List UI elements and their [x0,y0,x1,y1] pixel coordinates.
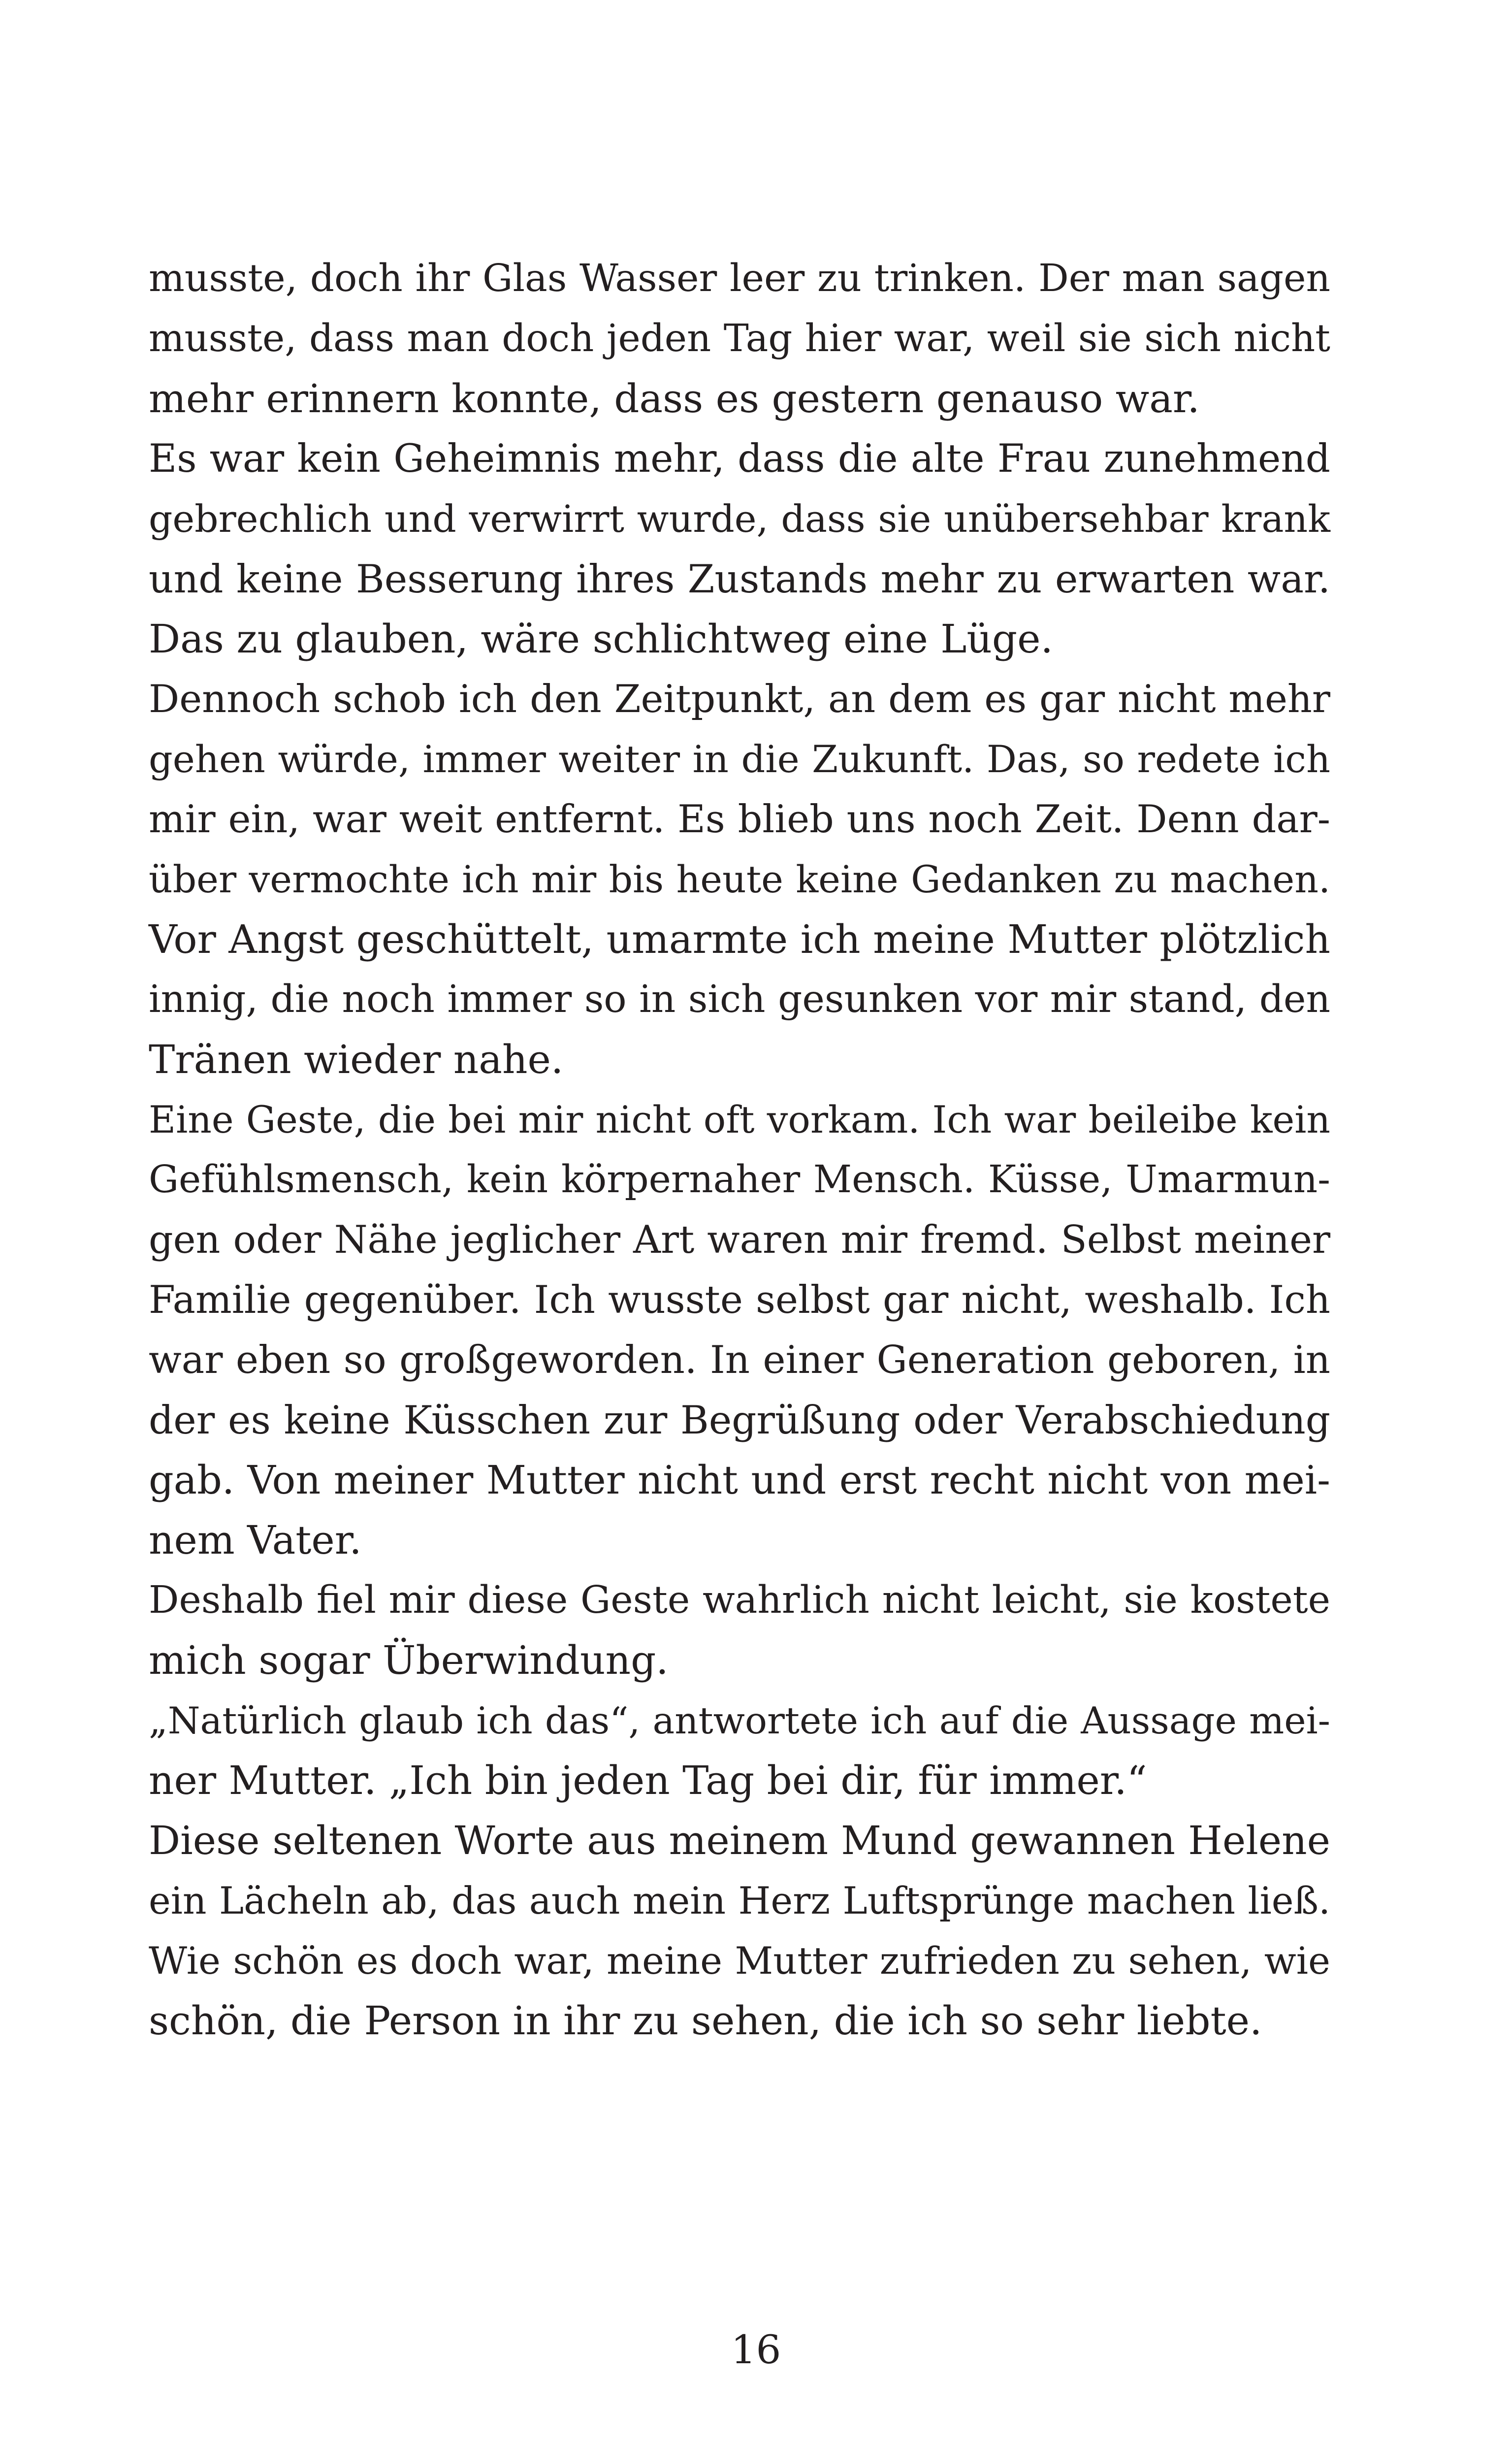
text-line: nem Vater. [149,1517,362,1563]
text-line: Familie gegenüber. Ich wusste selbst gar nicht, weshalb. Ich [149,1278,1330,1322]
text-line: und keine Besserung ihres Zustands mehr zu erwarten war. [149,556,1330,602]
text-line: schön, die Person in ihr zu sehen, die ich so sehr liebte. [149,1998,1262,2044]
text-line: über vermochte ich mir bis heute keine Gedanken zu machen. [149,858,1330,901]
text-line: musste, doch ihr Glas Wasser leer zu trinken. Der man sagen [149,257,1330,300]
text-line: Diese seltenen Worte aus meinem Mund gewannen Helene [149,1818,1330,1863]
text-line: mir ein, war weit entfernt. Es blieb uns noch Zeit. Denn dar- [149,797,1330,842]
text-line: gehen würde, immer weiter in die Zukunft. Das, so redete ich [149,737,1330,781]
text-line: gab. Von meiner Mutter nicht und erst recht nicht von mei- [149,1457,1330,1503]
text-line: Gefühlsmensch, kein körpernaher Mensch. Küsse, Umarmun- [149,1158,1330,1202]
body-text [149,249,1330,2051]
text-line: musste, dass man doch jeden Tag hier war, weil sie sich nicht [149,317,1330,360]
text-line: mehr erinnern konnte, dass es gestern genauso war. [149,376,1200,422]
text-line: gen oder Nähe jeglicher Art waren mir fremd. Selbst meiner [149,1218,1330,1262]
text-line: „Natürlich glaub ich das“, antwortete ich auf die Aussage mei- [149,1699,1330,1742]
text-line: innig, die noch immer so in sich gesunken vor mir stand, den [149,977,1330,1021]
text-line: mich sogar Überwindung. [149,1637,669,1683]
text-line: der es keine Küsschen zur Begrüßung oder Verabschiedung [149,1398,1330,1443]
text-line: war eben so großgeworden. In einer Generation geboren, in [149,1338,1330,1382]
text-line: gebrechlich und verwirrt wurde, dass sie unübersehbar krank [149,497,1330,541]
text-line: Deshalb fiel mir diese Geste wahrlich nicht leicht, sie kostete [149,1578,1330,1622]
text-line: Vor Angst geschüttelt, umarmte ich meine Mutter plötzlich [149,916,1330,962]
text-line: Das zu glauben, wäre schlichtweg eine Lüge. [149,616,1053,662]
text-line: Es war kein Geheimnis mehr, dass die alte Frau zunehmend [149,436,1330,481]
text-line: ein Lächeln ab, das auch mein Herz Luftsprünge machen ließ. [149,1879,1330,1922]
text-line: Wie schön es doch war, meine Mutter zufrieden zu sehen, wie [149,1939,1330,1983]
page-number: 16 [731,2327,781,2373]
text-line: Dennoch schob ich den Zeitpunkt, an dem es gar nicht mehr [149,677,1330,721]
text-line: Tränen wieder nahe. [149,1037,564,1082]
text-line: ner Mutter. „Ich bin jeden Tag bei dir, für immer.“ [149,1758,1147,1803]
text-line: Eine Geste, die bei mir nicht oft vorkam. Ich war beileibe kein [149,1098,1330,1141]
